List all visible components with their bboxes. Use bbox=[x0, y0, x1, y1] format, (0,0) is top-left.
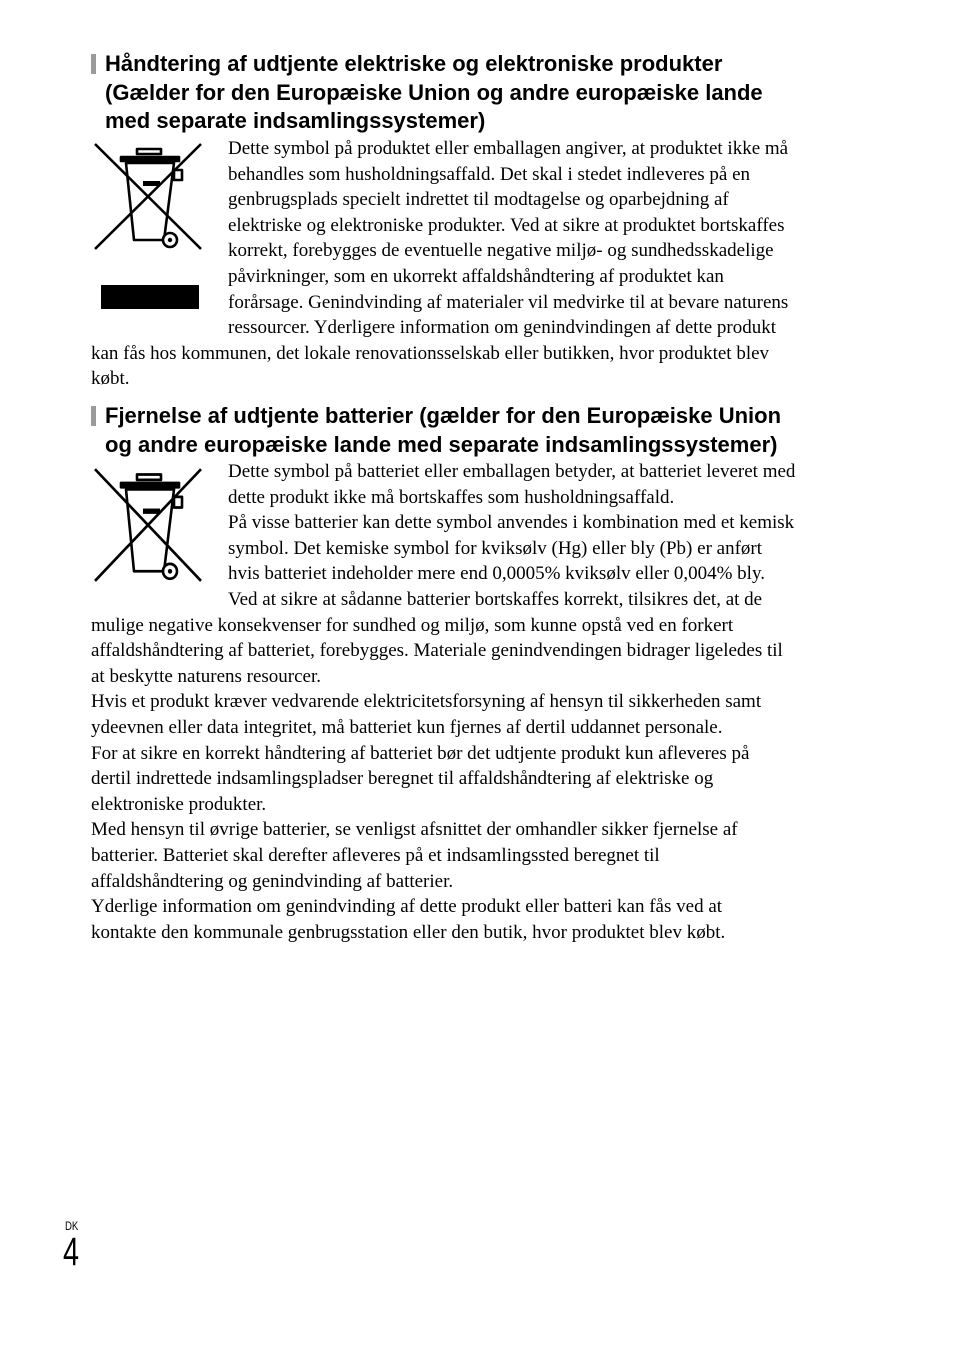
section1-body-line-10: købt. bbox=[91, 368, 130, 390]
section2-body-line-12: For at sikre en korrekt håndtering af batteriet bør det udtjente produkt kun afleveres på bbox=[91, 742, 750, 764]
section2-body-line-6: Ved at sikre at sådanne batterier bortskaffes korrekt, tilsikres det, at de bbox=[228, 588, 763, 610]
section-marker bbox=[91, 406, 96, 426]
section2-body-line-19: kontakte den kommunale genbrugsstation eller den butik, hvor produktet blev købt. bbox=[91, 921, 726, 943]
section2-body-line-3: På visse batterier kan dette symbol anvendes i kombination med et kemisk bbox=[228, 512, 795, 534]
section2-body-line-4: symbol. Det kemiske symbol for kviksølv (Hg) eller bly (Pb) er anført bbox=[228, 537, 763, 559]
section2-body-line-10: Hvis et produkt kræver vedvarende elektricitetsforsyning af hensyn til sikkerheden samt bbox=[91, 691, 762, 713]
section1-body bbox=[91, 136, 851, 392]
section1-body-line-5: korrekt, forebygges de eventuelle negative miljø- og sundhedsskadelige bbox=[228, 240, 774, 262]
section1-body-line-7: forårsage. Genindvinding af materialer vil medvirke til at bevare naturens bbox=[228, 291, 789, 313]
section2-body-line-17: affaldshåndtering og genindvinding af batterier. bbox=[91, 870, 454, 892]
section1-body-line-9: kan fås hos kommunen, det lokale renovationsselskab eller butikken, hvor produktet blev bbox=[91, 342, 770, 364]
section2-body bbox=[91, 459, 851, 945]
section1-body-line-3: genbrugsplads specielt indrettet til modtagelse og oparbejdning af bbox=[228, 189, 729, 211]
section1-body-line-2: behandles som husholdningsaffald. Det skal i stedet indleveres på en bbox=[228, 163, 751, 185]
section2-body-line-15: Med hensyn til øvrige batterier, se venligst afsnittet der omhandler sikker fjernelse af bbox=[91, 819, 738, 841]
section2-body-line-13: dertil indrettede indsamlingspladser beregnet til affaldshåndtering af elektriske og bbox=[91, 768, 714, 790]
section2-body-line-2: dette produkt ikke må bortskaffes som husholdningsaffald. bbox=[228, 486, 675, 508]
section2-body-line-1: Dette symbol på batteriet eller emballagen betyder, at batteriet leveret med bbox=[228, 461, 796, 482]
section2-heading bbox=[105, 402, 781, 459]
page-number: 4 bbox=[63, 1230, 80, 1274]
section1-heading-line-1: Håndtering af udtjente elektriske og elektroniske produkter bbox=[105, 51, 723, 76]
section1-heading bbox=[105, 50, 763, 136]
section2-heading-line-2: og andre europæiske lande med separate indsamlingssystemer) bbox=[105, 431, 778, 457]
section2-body-line-8: affaldshåndtering af batteriet, forebygges. Materiale genindvendingen bidrager ligeledes til bbox=[91, 640, 783, 662]
section2-body-line-5: hvis batteriet indeholder mere end 0,0005% kviksølv eller 0,004% bly. bbox=[228, 563, 765, 585]
language-code: DK bbox=[65, 1219, 79, 1233]
section1-heading-line-3: med separate indsamlingssystemer) bbox=[105, 108, 486, 133]
section1-body-line-6: påvirkninger, som en ukorrekt affaldshåndtering af produktet kan bbox=[228, 265, 724, 287]
section2-body-line-9: at beskytte naturens resourcer. bbox=[91, 665, 322, 687]
section1-body-line-1: Dette symbol på produktet eller emballagen angiver, at produktet ikke må bbox=[228, 138, 789, 159]
section2-body-line-16: batterier. Batteriet skal derefter afleveres på et indsamlingssted beregnet til bbox=[91, 844, 660, 866]
section2-body-line-14: elektroniske produkter. bbox=[91, 793, 267, 815]
section1-heading-line-2: (Gælder for den Europæiske Union og andre europæiske lande bbox=[105, 79, 763, 105]
section2-body-line-11: ydeevnen eller data integritet, må batteriet kun fjernes af dertil uddannet personale. bbox=[91, 716, 723, 738]
section2-heading-line-1: Fjernelse af udtjente batterier (gælder for den Europæiske Union bbox=[105, 403, 782, 428]
section2-body-line-18: Yderlige information om genindvinding af dette produkt eller batteri kan fås ved at bbox=[91, 896, 723, 918]
section1-body-line-4: elektriske og elektroniske produkter. Ved at sikre at produktet bortskaffes bbox=[228, 214, 785, 236]
section-marker bbox=[91, 54, 96, 74]
section1-body-line-8: ressourcer. Yderligere information om genindvindingen af dette produkt bbox=[228, 317, 777, 339]
section2-body-line-7: mulige negative konsekvenser for sundhed og miljø, som kunne opstå ved en forkert bbox=[91, 614, 734, 636]
